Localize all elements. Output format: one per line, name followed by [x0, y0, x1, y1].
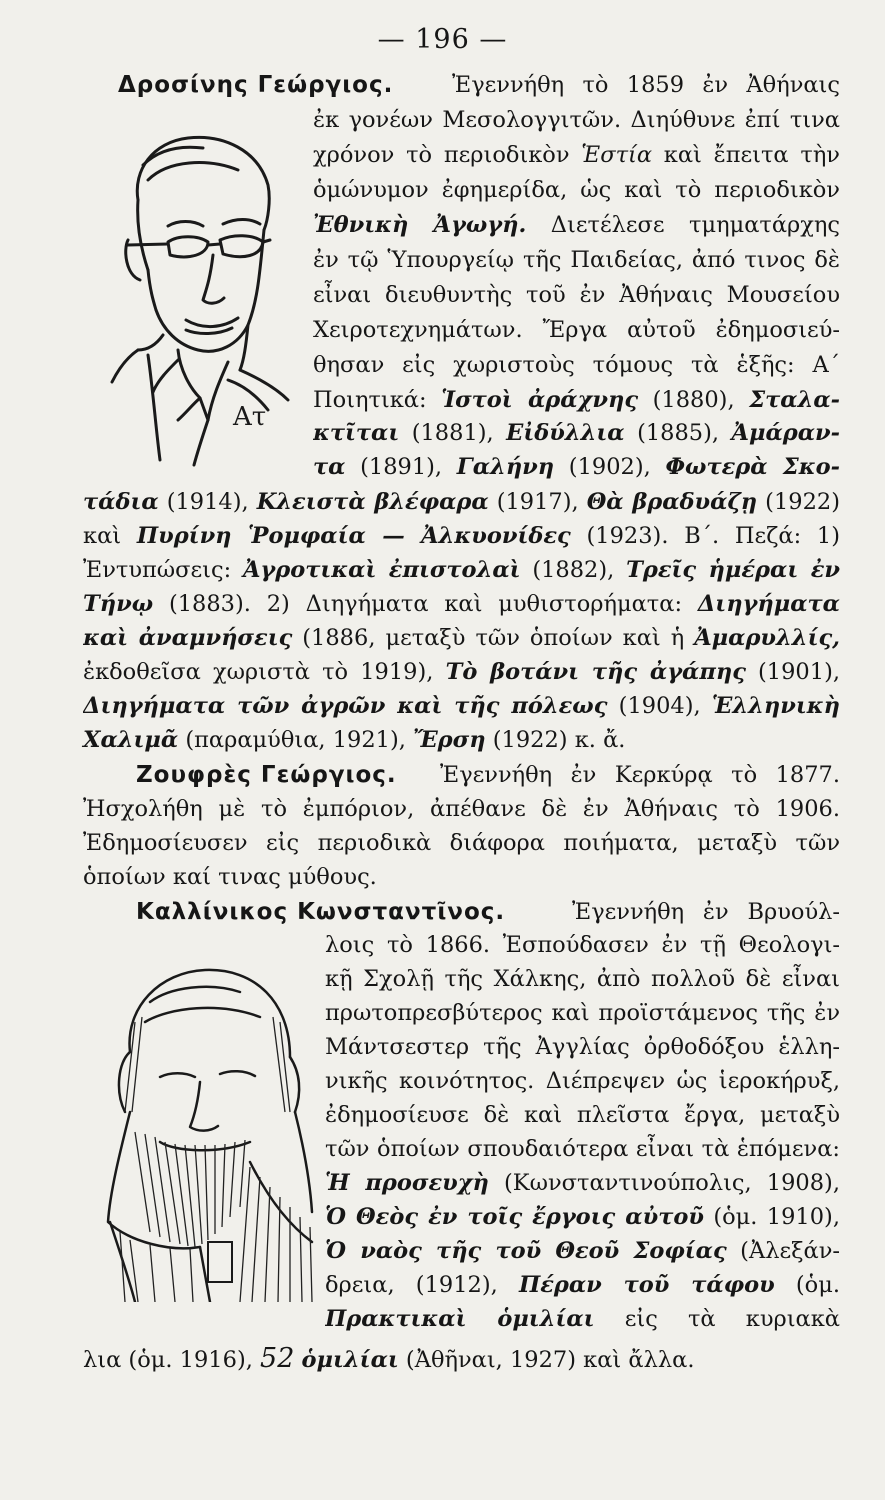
text-line: Πρακτικαὶ ὁμιλίαι εἰς τὰ κυριακὰ: [325, 1306, 840, 1332]
page-number: — 196 —: [377, 24, 508, 55]
portrait-kallinikos: [90, 962, 320, 1302]
text-line: καὶ Πυρίνη Ῥομφαία — Ἀλκυονίδες (1923). Β΄. Πεζά: 1): [83, 523, 840, 549]
text-line: Ἐθνικὴ Ἀγωγή. Διετέλεσε τμηματάρχης: [313, 212, 840, 238]
text-line: λια (ὁμ. 1916), 52 ὁμιλίαι (Ἀθῆναι, 1927) καὶ ἄλλα.: [83, 1343, 695, 1374]
text-line: καὶ ἀναμνήσεις (1886, μεταξὺ τῶν ὁποίων καὶ ἡ Ἀμαρυλλίς,: [83, 625, 840, 651]
text-line: κῇ Σχολῇ τῆς Χάλκης, ἀπὸ πολλοῦ δὲ εἶναι: [325, 966, 840, 992]
text-line: Ἐντυπώσεις: Ἀγροτικαὶ ἐπιστολαὶ (1882), Τρεῖς ἡμέραι ἐν: [83, 557, 840, 583]
signature-text: Ατ: [233, 402, 267, 432]
text-line: ὁποίων καί τινας μύθους.: [83, 864, 377, 890]
entry-name: Καλλίνικος Κωνσταντῖνος.: [136, 899, 506, 925]
text-line: Ἐγεννήθη ἐν Βρυούλ-: [572, 899, 840, 925]
text-line: Χαλιμᾶ (παραμύθια, 1921), Ἔρση (1922) κ. ἄ.: [83, 727, 626, 753]
text-line: τα (1891), Γαλήνη (1902), Φωτερὰ Σκο-: [313, 454, 840, 480]
text-line: ἐκδοθεῖσα χωριστὰ τὸ 1919), Τὸ βοτάνι τῆς ἀγάπης (1901),: [83, 659, 840, 685]
entry-name: Ζουφρὲς Γεώργιος.: [136, 762, 397, 788]
text-line: Ποιητικά: Ἱστοὶ ἀράχνης (1880), Σταλα-: [313, 387, 840, 413]
text-line: Ἐγεννήθη ἐν Κερκύρᾳ τὸ 1877.: [440, 762, 840, 788]
text-line: λοις τὸ 1866. Ἐσπούδασεν ἐν τῇ Θεολογι-: [325, 932, 840, 958]
text-line: πρωτοπρεσβύτερος καὶ προϊστάμενος τῆς ἐν: [325, 1000, 840, 1026]
text-line: Τήνῳ (1883). 2) Διηγήματα καὶ μυθιστορήματα: Διηγήματα: [83, 591, 840, 617]
text-line: τάδια (1914), Κλειστὰ βλέφαρα (1917), Θὰ βραδυάζῃ (1922): [83, 489, 840, 515]
text-line: Ἠσχολήθη μὲ τὸ ἐμπόριον, ἀπέθανε δὲ ἐν Ἀθήναις τὸ 1906.: [83, 796, 840, 822]
text-line: δρεια, (1912), Πέραν τοῦ τάφου (ὁμ.: [325, 1272, 840, 1298]
text-line: κτῖται (1881), Εἰδύλλια (1885), Ἀμάραν-: [313, 420, 840, 446]
text-line: νικῆς κοινότητος. Διέπρεψεν ὡς ἱεροκήρυξ,: [325, 1068, 840, 1094]
text-line: Ὁ Θεὸς ἐν τοῖς ἔργοις αὐτοῦ (ὁμ. 1910),: [325, 1204, 840, 1230]
text-line: Ὁ ναὸς τῆς τοῦ Θεοῦ Σοφίας (Ἀλεξάν-: [325, 1238, 840, 1264]
text-line: Ἐγεννήθη τὸ 1859 ἐν Ἀθήναις: [452, 72, 840, 98]
text-line: ὁμώνυμον ἐφημερίδα, ὡς καὶ τὸ περιοδικὸν: [313, 177, 840, 203]
text-line: ἐκ γονέων Μεσολογγιτῶν. Διηύθυνε ἐπί τινα: [313, 107, 840, 133]
text-line: ἐν τῷ Ὑπουργείῳ τῆς Παιδείας, ἀπό τινος δὲ: [313, 247, 840, 273]
text-line: Διηγήματα τῶν ἀγρῶν καὶ τῆς πόλεως (1904), Ἑλληνικὴ: [83, 693, 840, 719]
text-line: Ἡ προσευχὴ (Κωνσταντινούπολις, 1908),: [325, 1170, 840, 1196]
text-line: τῶν ὁποίων σπουδαιότερα εἶναι τὰ ἑπόμενα:: [325, 1136, 840, 1162]
text-line: χρόνον τὸ περιοδικὸν Ἑστία καὶ ἔπειτα τὴν: [313, 142, 840, 168]
text-line: ἐδημοσίευσε δὲ καὶ πλεῖστα ἔργα, μεταξὺ: [325, 1102, 840, 1128]
text-line: θησαν εἰς χωριστοὺς τόμους τὰ ἑξῆς: Α΄: [313, 352, 840, 378]
portrait-drosinis: [108, 130, 298, 470]
text-line: Χειροτεχνημάτων. Ἔργα αὐτοῦ ἐδημοσιεύ-: [313, 317, 840, 343]
text-line: εἶναι διευθυντὴς τοῦ ἐν Ἀθήναις Μουσείου: [313, 282, 840, 308]
text-line: Ἐδημοσίευσεν εἰς περιοδικὰ διάφορα ποιήματα, μεταξὺ τῶν: [83, 830, 840, 856]
text-line: Μάντσεστερ τῆς Ἀγγλίας ὀρθοδόξου ἑλλη-: [325, 1034, 840, 1060]
entry-name: Δροσίνης Γεώργιος.: [118, 72, 394, 98]
